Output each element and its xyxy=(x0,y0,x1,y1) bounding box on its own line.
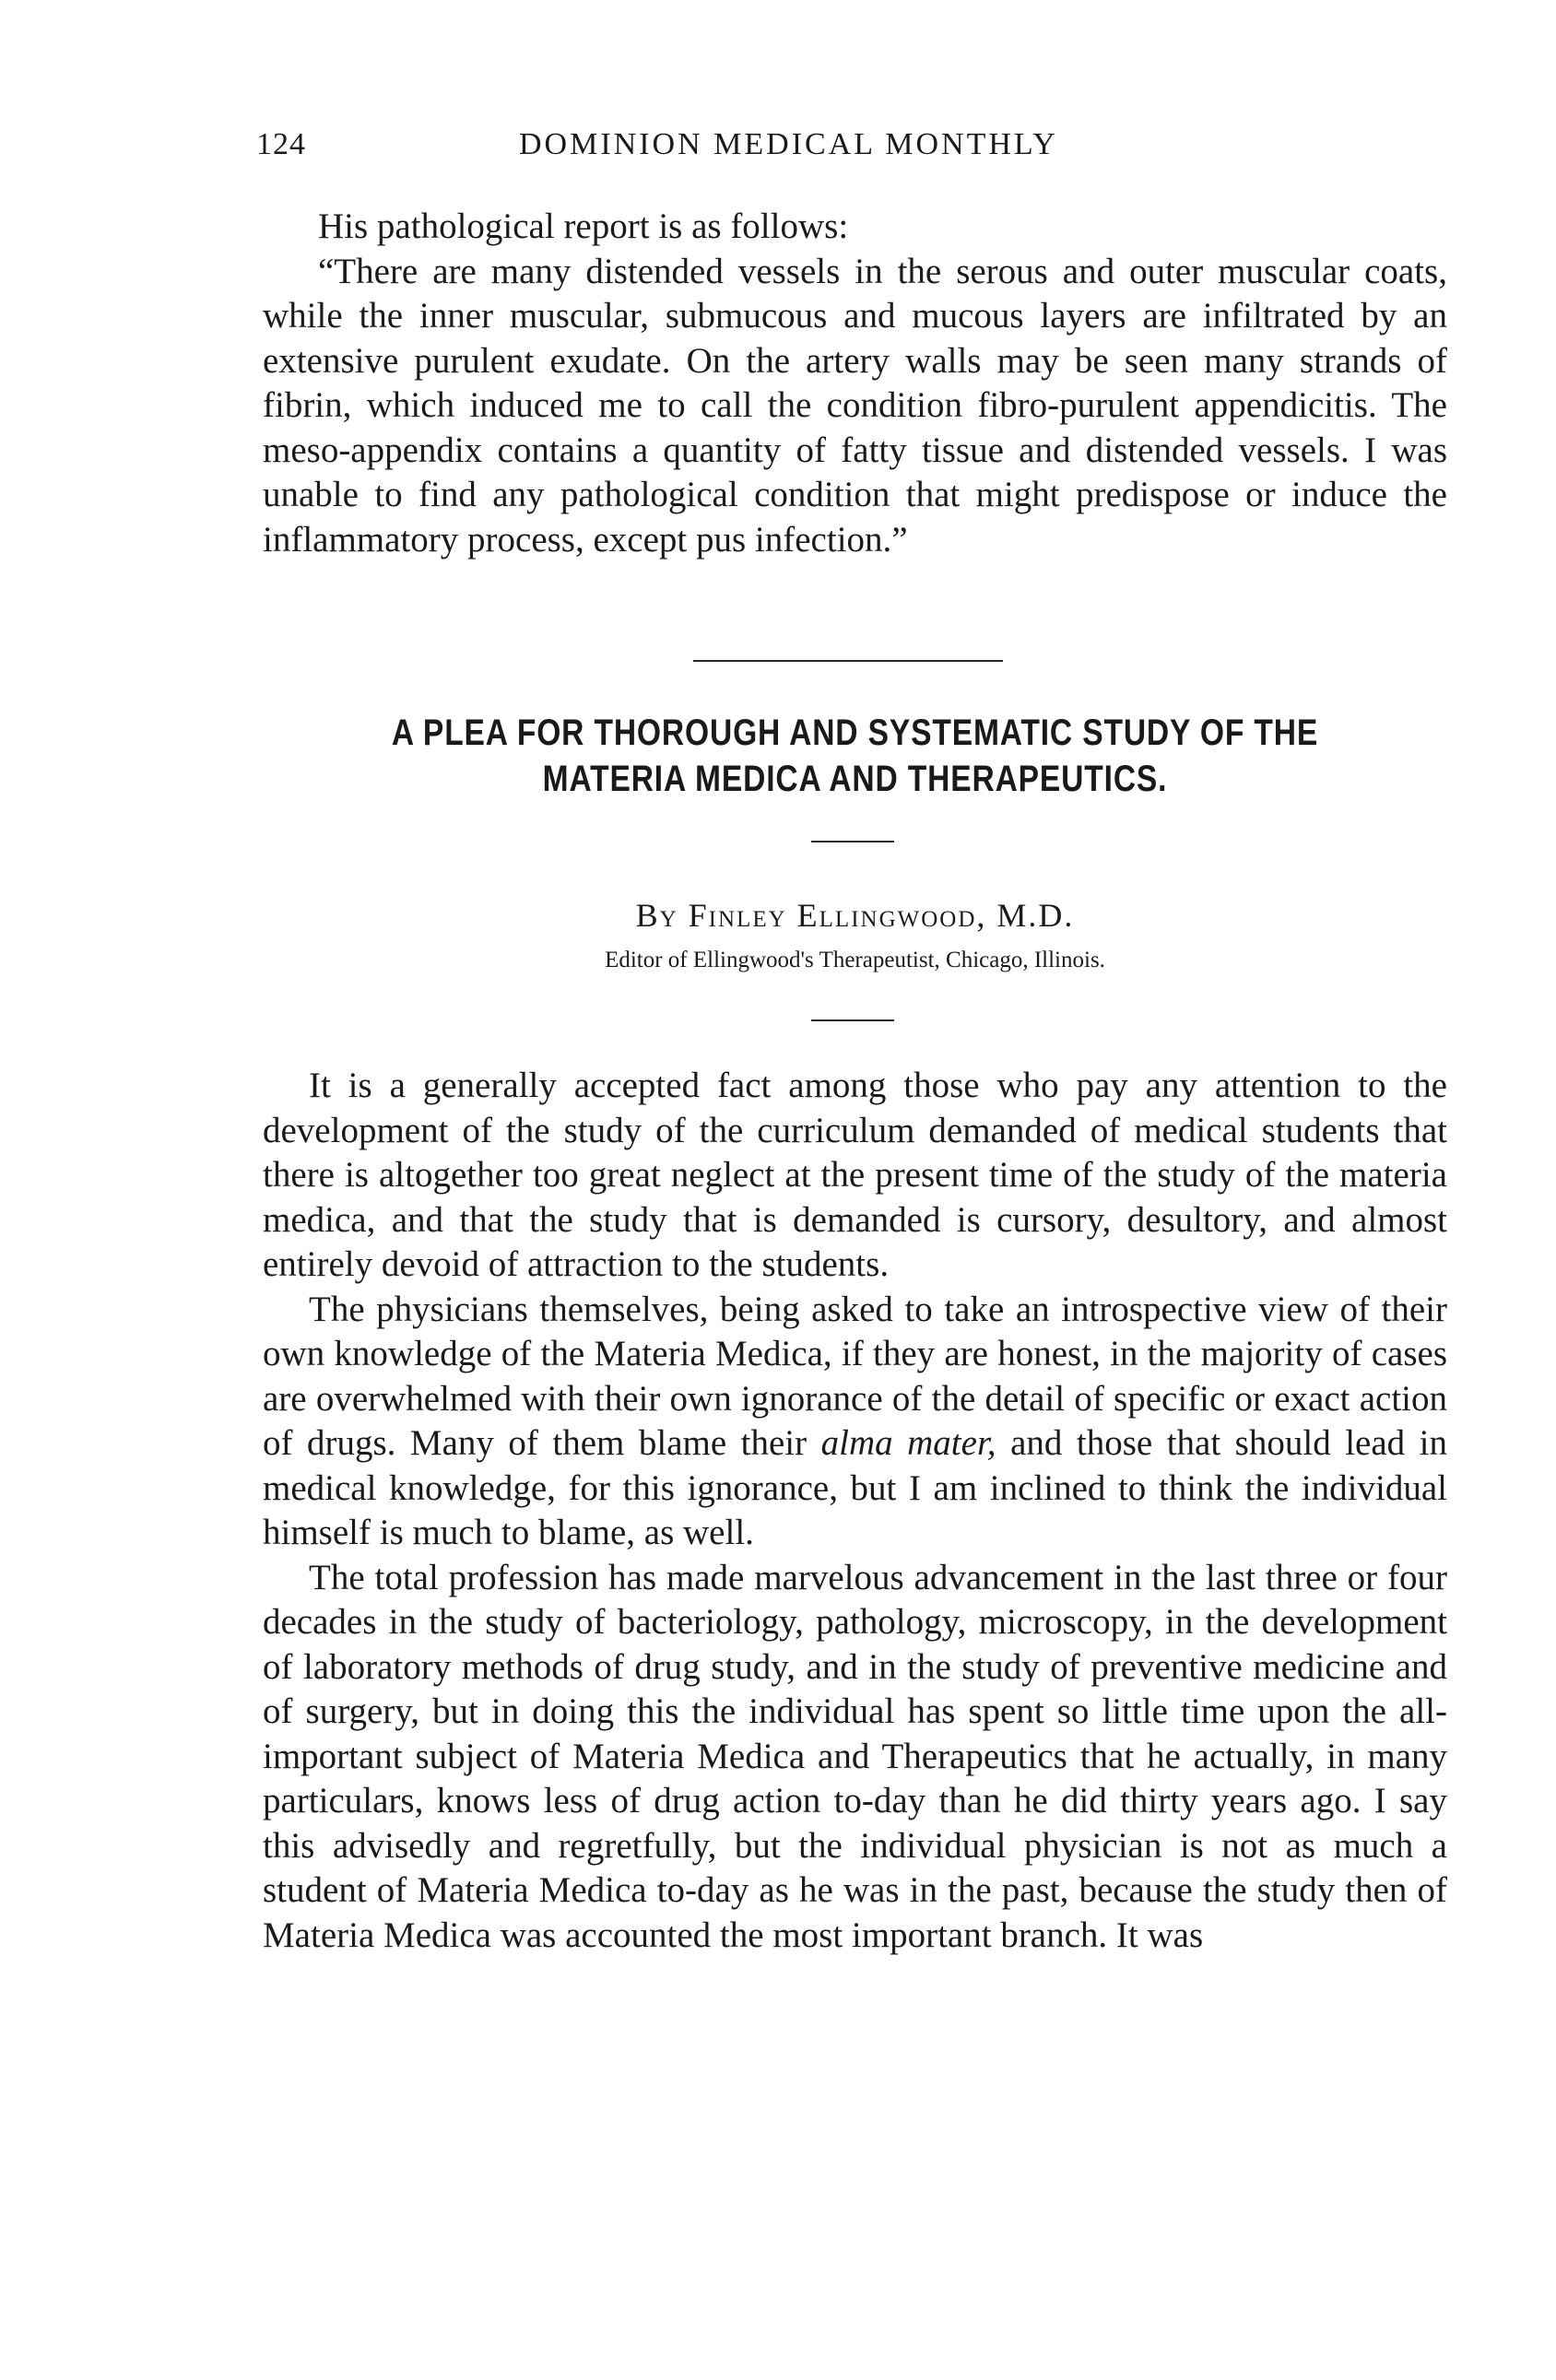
body-paragraph-1: It is a generally accepted fact among those who pay any attention to the development of the study of the curriculum demanded of medical students that there is altogether too great neglect at the present time of the study of the materia medica, and that the study that is demanded is cursory, desultory, and almost entirely devoid of attraction to the students. xyxy=(263,1066,1447,1284)
page-number: 124 xyxy=(256,127,306,161)
journal-title: DOMINION MEDICAL MONTHLY xyxy=(519,127,1058,161)
article-title xyxy=(358,710,1352,802)
body-paragraph-3: The total profession has made marvelous advancement in the last three or four decades in the study of bacteriology, pathology, microscopy, in the development of laboratory methods of drug study, and in the study of preventive medicine and of surgery, but in doing this the individual has spent so little time upon the all-important subject of Materia Medica and Therapeutics that he actually, in many particulars, knows less of drug action to-day than he did thirty years ago. I say this advisedly and regretfully, but the individual physician is not as much a student of Materia Medica to-day as he was in the past, because the study then of Materia Medica was accounted the most important branch. It was xyxy=(263,1557,1447,1955)
report-intro: His pathological report is as follows: xyxy=(318,206,849,246)
pathology-report xyxy=(263,205,1447,562)
title-divider xyxy=(811,841,894,842)
author-affiliation: Editor of Ellingwood's Therapeutist, Chicago, Illinois. xyxy=(605,948,1105,972)
body-paragraph-2 xyxy=(263,1288,1447,1556)
running-header xyxy=(256,127,1455,173)
article-title-line-1: A PLEA FOR THOROUGH AND SYSTEMATIC STUDY OF THE xyxy=(391,713,1319,753)
article-body xyxy=(263,1064,1447,1958)
section-divider xyxy=(693,660,1003,662)
author-byline: By Finley Ellingwood, M.D. xyxy=(635,897,1075,934)
article-title-line-2: MATERIA MEDICA AND THERAPEUTICS. xyxy=(542,759,1168,799)
body-paragraph-2-text-a: The physicians themselves, being asked to take an introspective view of their own knowledge of the Materia Medica, if they are honest, in the majority of cases are overwhelmed with their own ignorance of the detail of specific or exact action of drugs. Many of them blame their xyxy=(263,1289,1447,1463)
body-paragraph-2-italic: alma mater, xyxy=(820,1423,996,1463)
body-paragraph-2-text-b: and those that should lead in medical knowledge, for this ignorance, but I am inclined to think the individual himself is much to blame, as well. xyxy=(263,1423,1447,1552)
byline-divider xyxy=(811,1019,894,1021)
report-quote: “There are many distended vessels in the serous and outer muscular coats, while the inner muscular, submucous and mucous layers are infiltrated by an extensive purulent exudate. On the artery walls may be seen many strands of fibrin, which induced me to call the condition fibro-purulent appendicitis. The meso-appendix contains a quantity of fatty tissue and distended vessels. I was unable to find any pathological condition that might predispose or induce the inflammatory process, except pus infection.” xyxy=(263,251,1447,560)
